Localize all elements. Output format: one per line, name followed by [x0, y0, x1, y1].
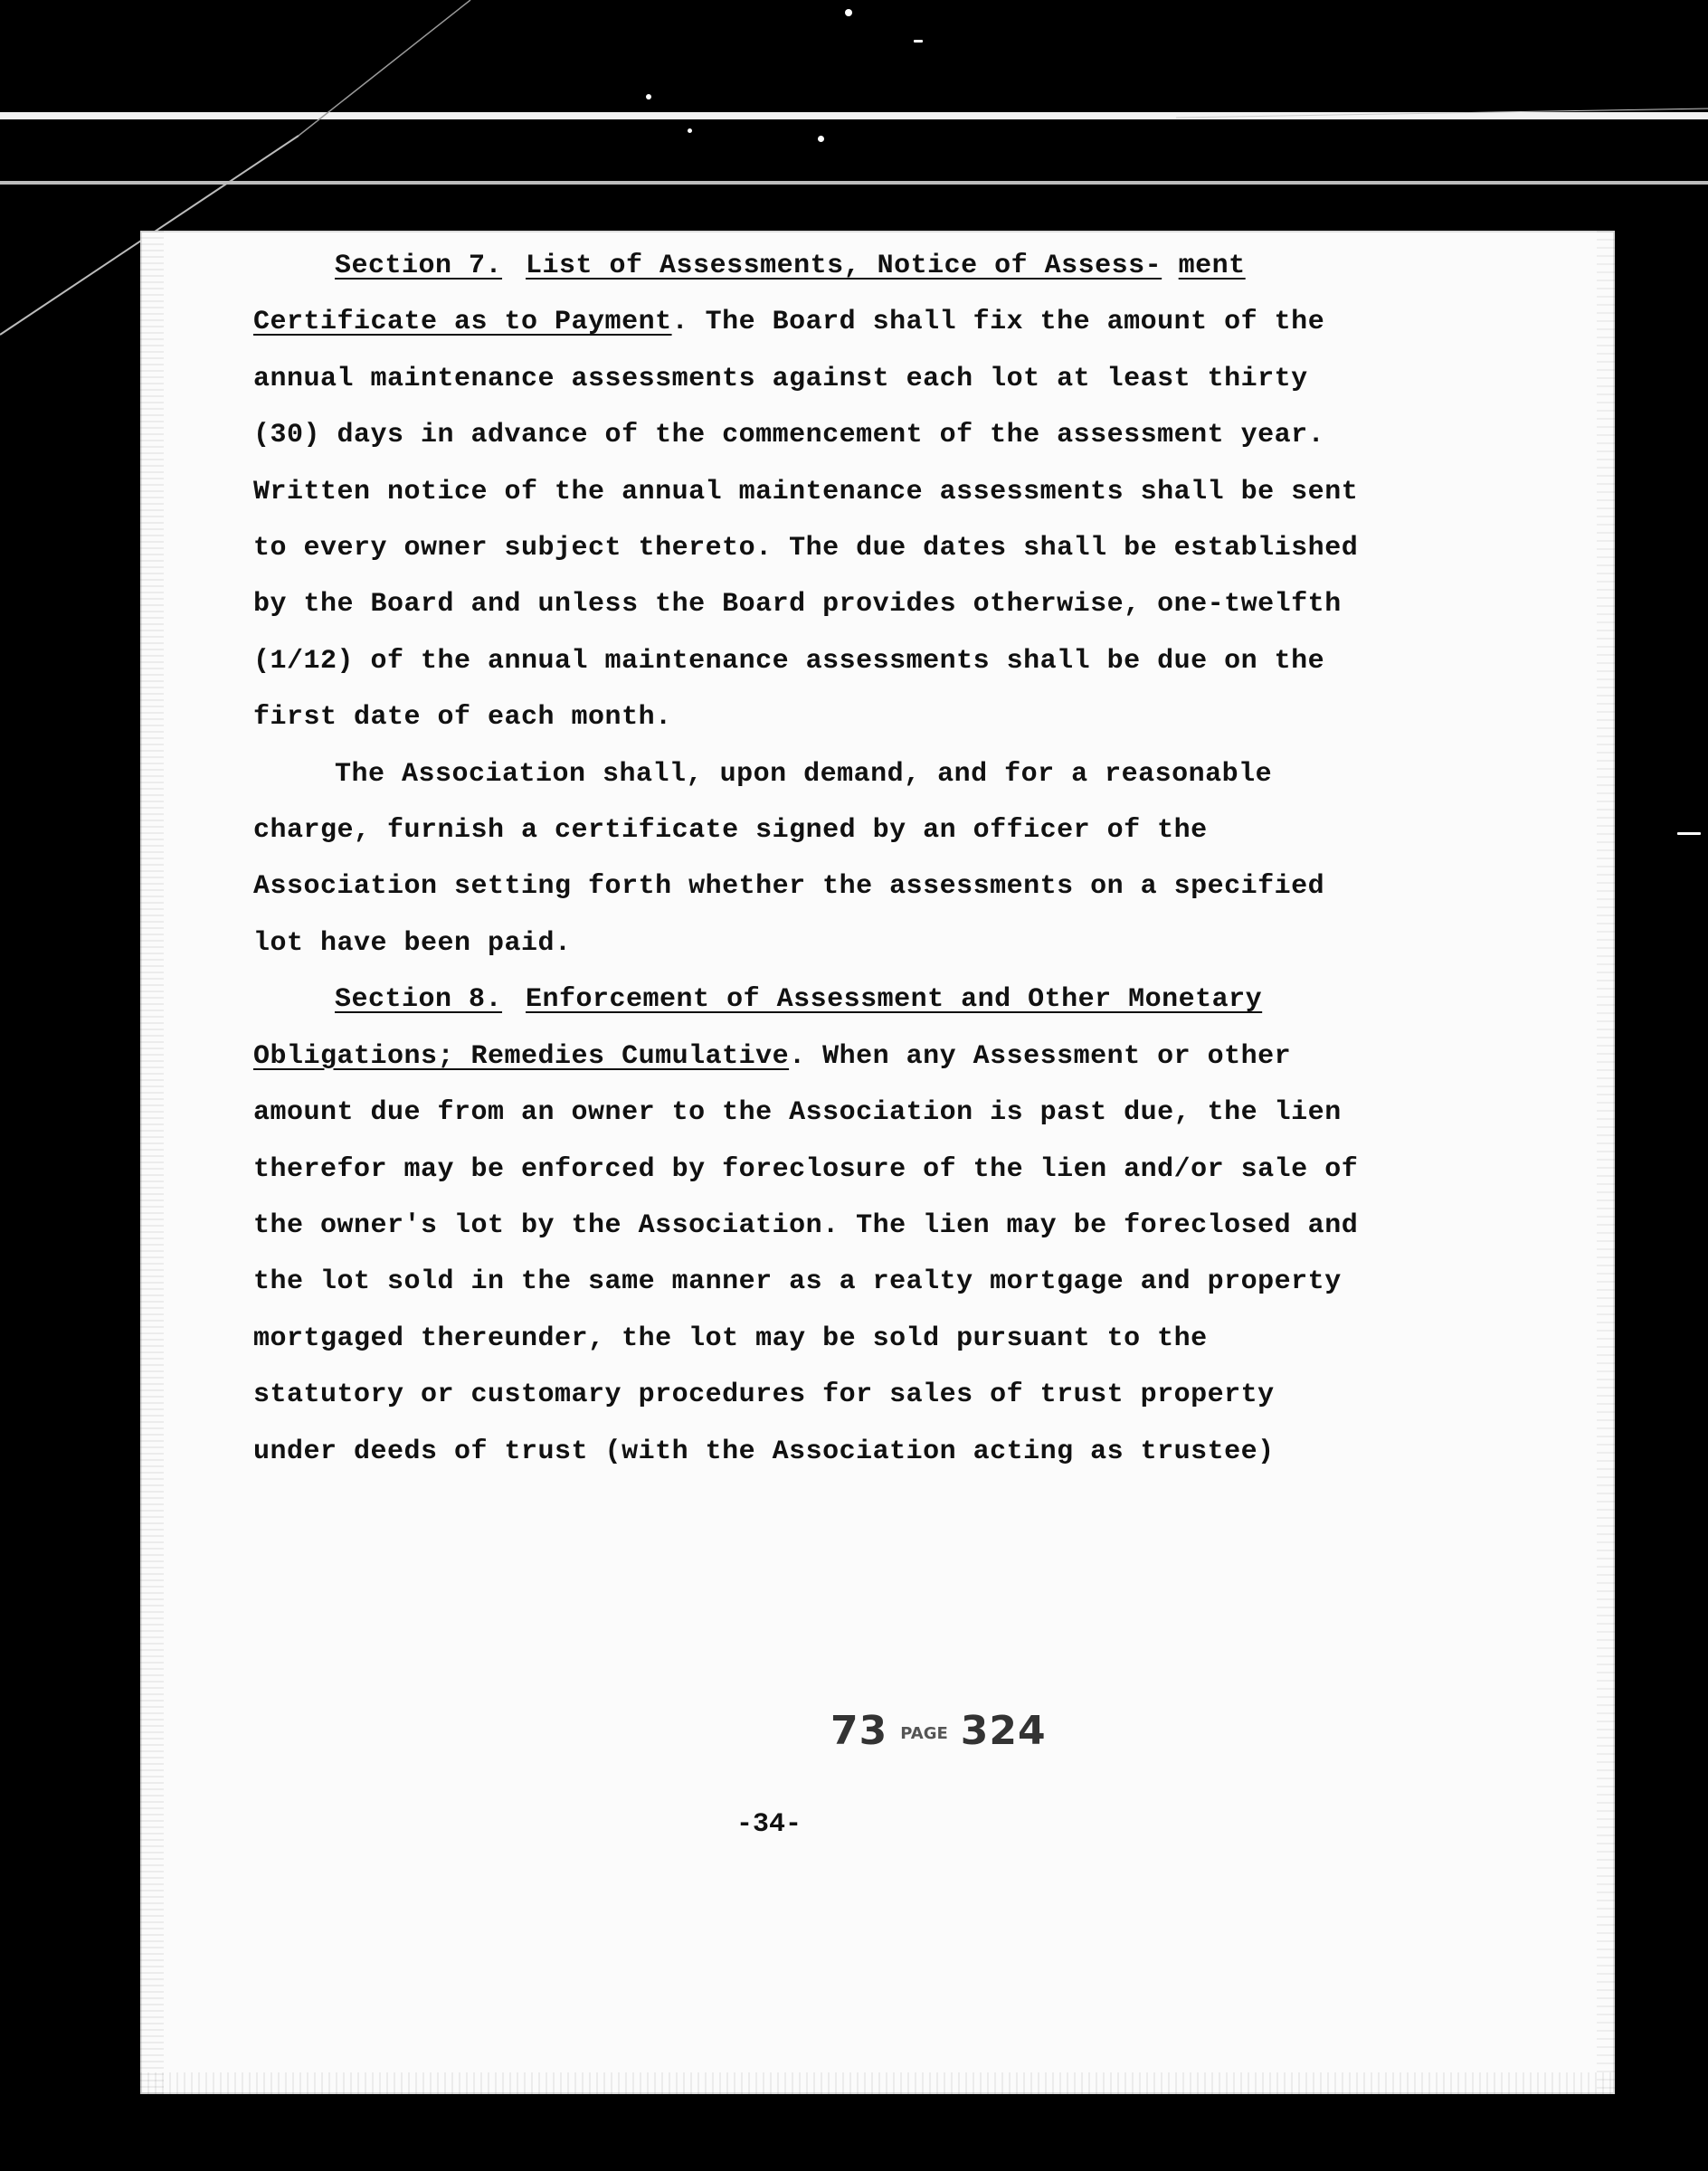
recording-stamp: [830, 1708, 1047, 1754]
section-8-title-line1: Enforcement of Assessment and Other Monetary: [526, 984, 1263, 1016]
section-7-title-line1: List of Assessments, Notice of Assess-: [526, 251, 1162, 281]
stamp-page-number: 324: [960, 1708, 1047, 1754]
section-8-title-line2: Obligations; Remedies Cumulative: [253, 1040, 790, 1072]
scan-speck: [818, 136, 824, 142]
stamp-book-number: 73: [830, 1708, 888, 1754]
scan-noise-bottom: [140, 2072, 1615, 2094]
section-8-body: . When any Assessment or other amount due from an owner to the Association is past due, the lien therefor may be enforced by foreclosure of the lien and/or sale of the owner's lot by the Association. The lien may be foreclosed and the lot sold in the same manner as a realty mortgage and property mortgaged thereunder, the lot may be sold pursuant to the statutory or customary procedures for sales of trust property under deeds of trust (with the Association acting as trustee): [253, 1040, 1359, 1467]
certificate-paragraph: The Association shall, upon demand, and for a reasonable charge, furnish a certificate signed by an officer of the Association setting forth whether the assessments on a specified lot have been paid.: [253, 758, 1325, 959]
document-body: [253, 238, 1466, 1480]
section-8-paragraph: [253, 972, 1466, 1480]
section-7-paragraph: [253, 238, 1466, 746]
page-number: -34-: [735, 1809, 802, 1840]
stamp-page-label: PAGE: [900, 1723, 948, 1743]
scan-speck: [914, 40, 923, 43]
section-8-label: Section 8.: [335, 984, 503, 1016]
section-7-label: Section 7.: [335, 251, 503, 281]
scan-speck: [1677, 832, 1701, 835]
section-7-body: . The Board shall fix the amount of the annual maintenance assessments against each lot at least thirty (30) days in advance of the commencement of the assessment year. Written notice of the annual maintenance assessments shall be sent to every owner subject thereto. The due dates shall be established by the Board and unless the Board provides otherwise, one-twelfth (1/12) of the annual maintenance assessments shall be due on the first date of each month.: [253, 307, 1359, 734]
scan-noise-left: [140, 231, 164, 2094]
scan-noise-right: [1597, 231, 1615, 2094]
scan-speck: [845, 9, 852, 16]
section-7-title-line2: ment Certificate as to Payment: [253, 251, 1246, 338]
scan-speck: [646, 94, 651, 100]
scan-speck: [688, 128, 692, 133]
